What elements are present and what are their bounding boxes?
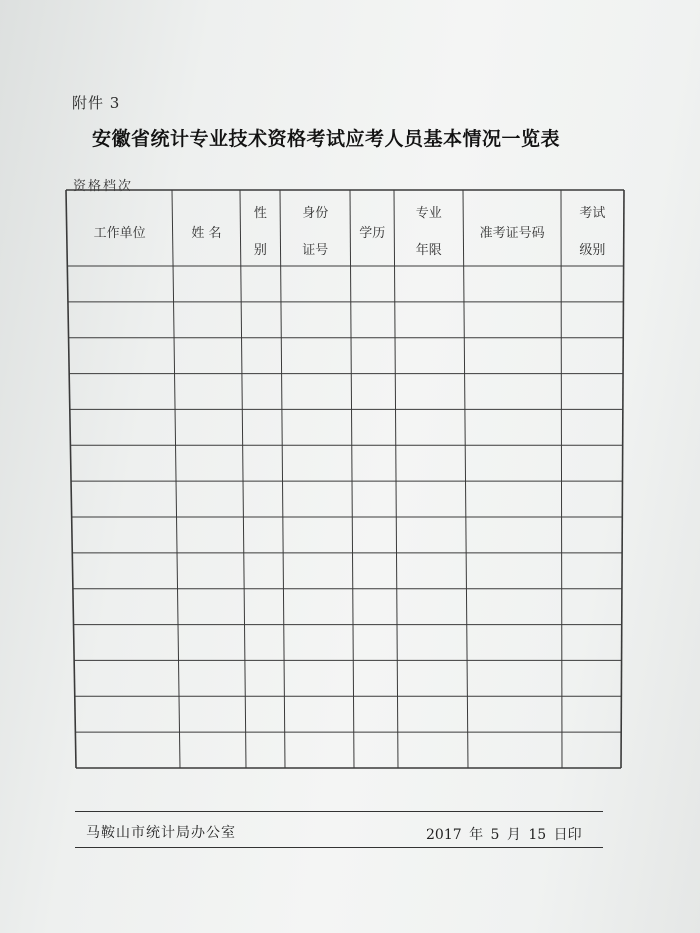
- table-grid: [66, 190, 624, 768]
- column-line: [280, 190, 285, 768]
- column-header-4-line2: 证号: [302, 243, 329, 258]
- column-header-7-line1: 准考证号码: [479, 226, 545, 241]
- column-header-3-line1: 性: [253, 206, 267, 221]
- column-header-8-line2: 级别: [579, 243, 606, 258]
- document-title: 安徽省统计专业技术资格考试应考人员基本情况一览表: [92, 128, 561, 150]
- column-header-8-line1: 考试: [579, 206, 606, 221]
- column-line: [394, 190, 398, 768]
- print-date: 2017 年 5 月 15 日印: [426, 827, 582, 843]
- column-line: [561, 190, 562, 768]
- column-header-6-line1: 专业: [415, 206, 442, 221]
- column-header-6-line2: 年限: [415, 243, 442, 258]
- column-header-2-line1: 姓 名: [191, 226, 222, 241]
- column-header-3-line2: 别: [253, 243, 267, 258]
- attachment-label: 附件 3: [72, 94, 121, 112]
- column-line: [350, 190, 354, 768]
- column-line: [463, 190, 468, 768]
- column-header-1-line1: 工作单位: [93, 226, 146, 241]
- table-border: [621, 190, 624, 768]
- column-header-5-line1: 学历: [359, 226, 386, 241]
- column-line: [240, 190, 246, 768]
- table-border: [66, 190, 76, 768]
- issuing-office: 马鞍山市统计局办公室: [86, 825, 236, 841]
- grade-label: 资格档次: [73, 179, 134, 194]
- footer-bottom-rule: [75, 847, 603, 848]
- column-line: [172, 190, 180, 768]
- footer-top-rule: [75, 811, 603, 812]
- column-header-4-line1: 身份: [302, 206, 329, 221]
